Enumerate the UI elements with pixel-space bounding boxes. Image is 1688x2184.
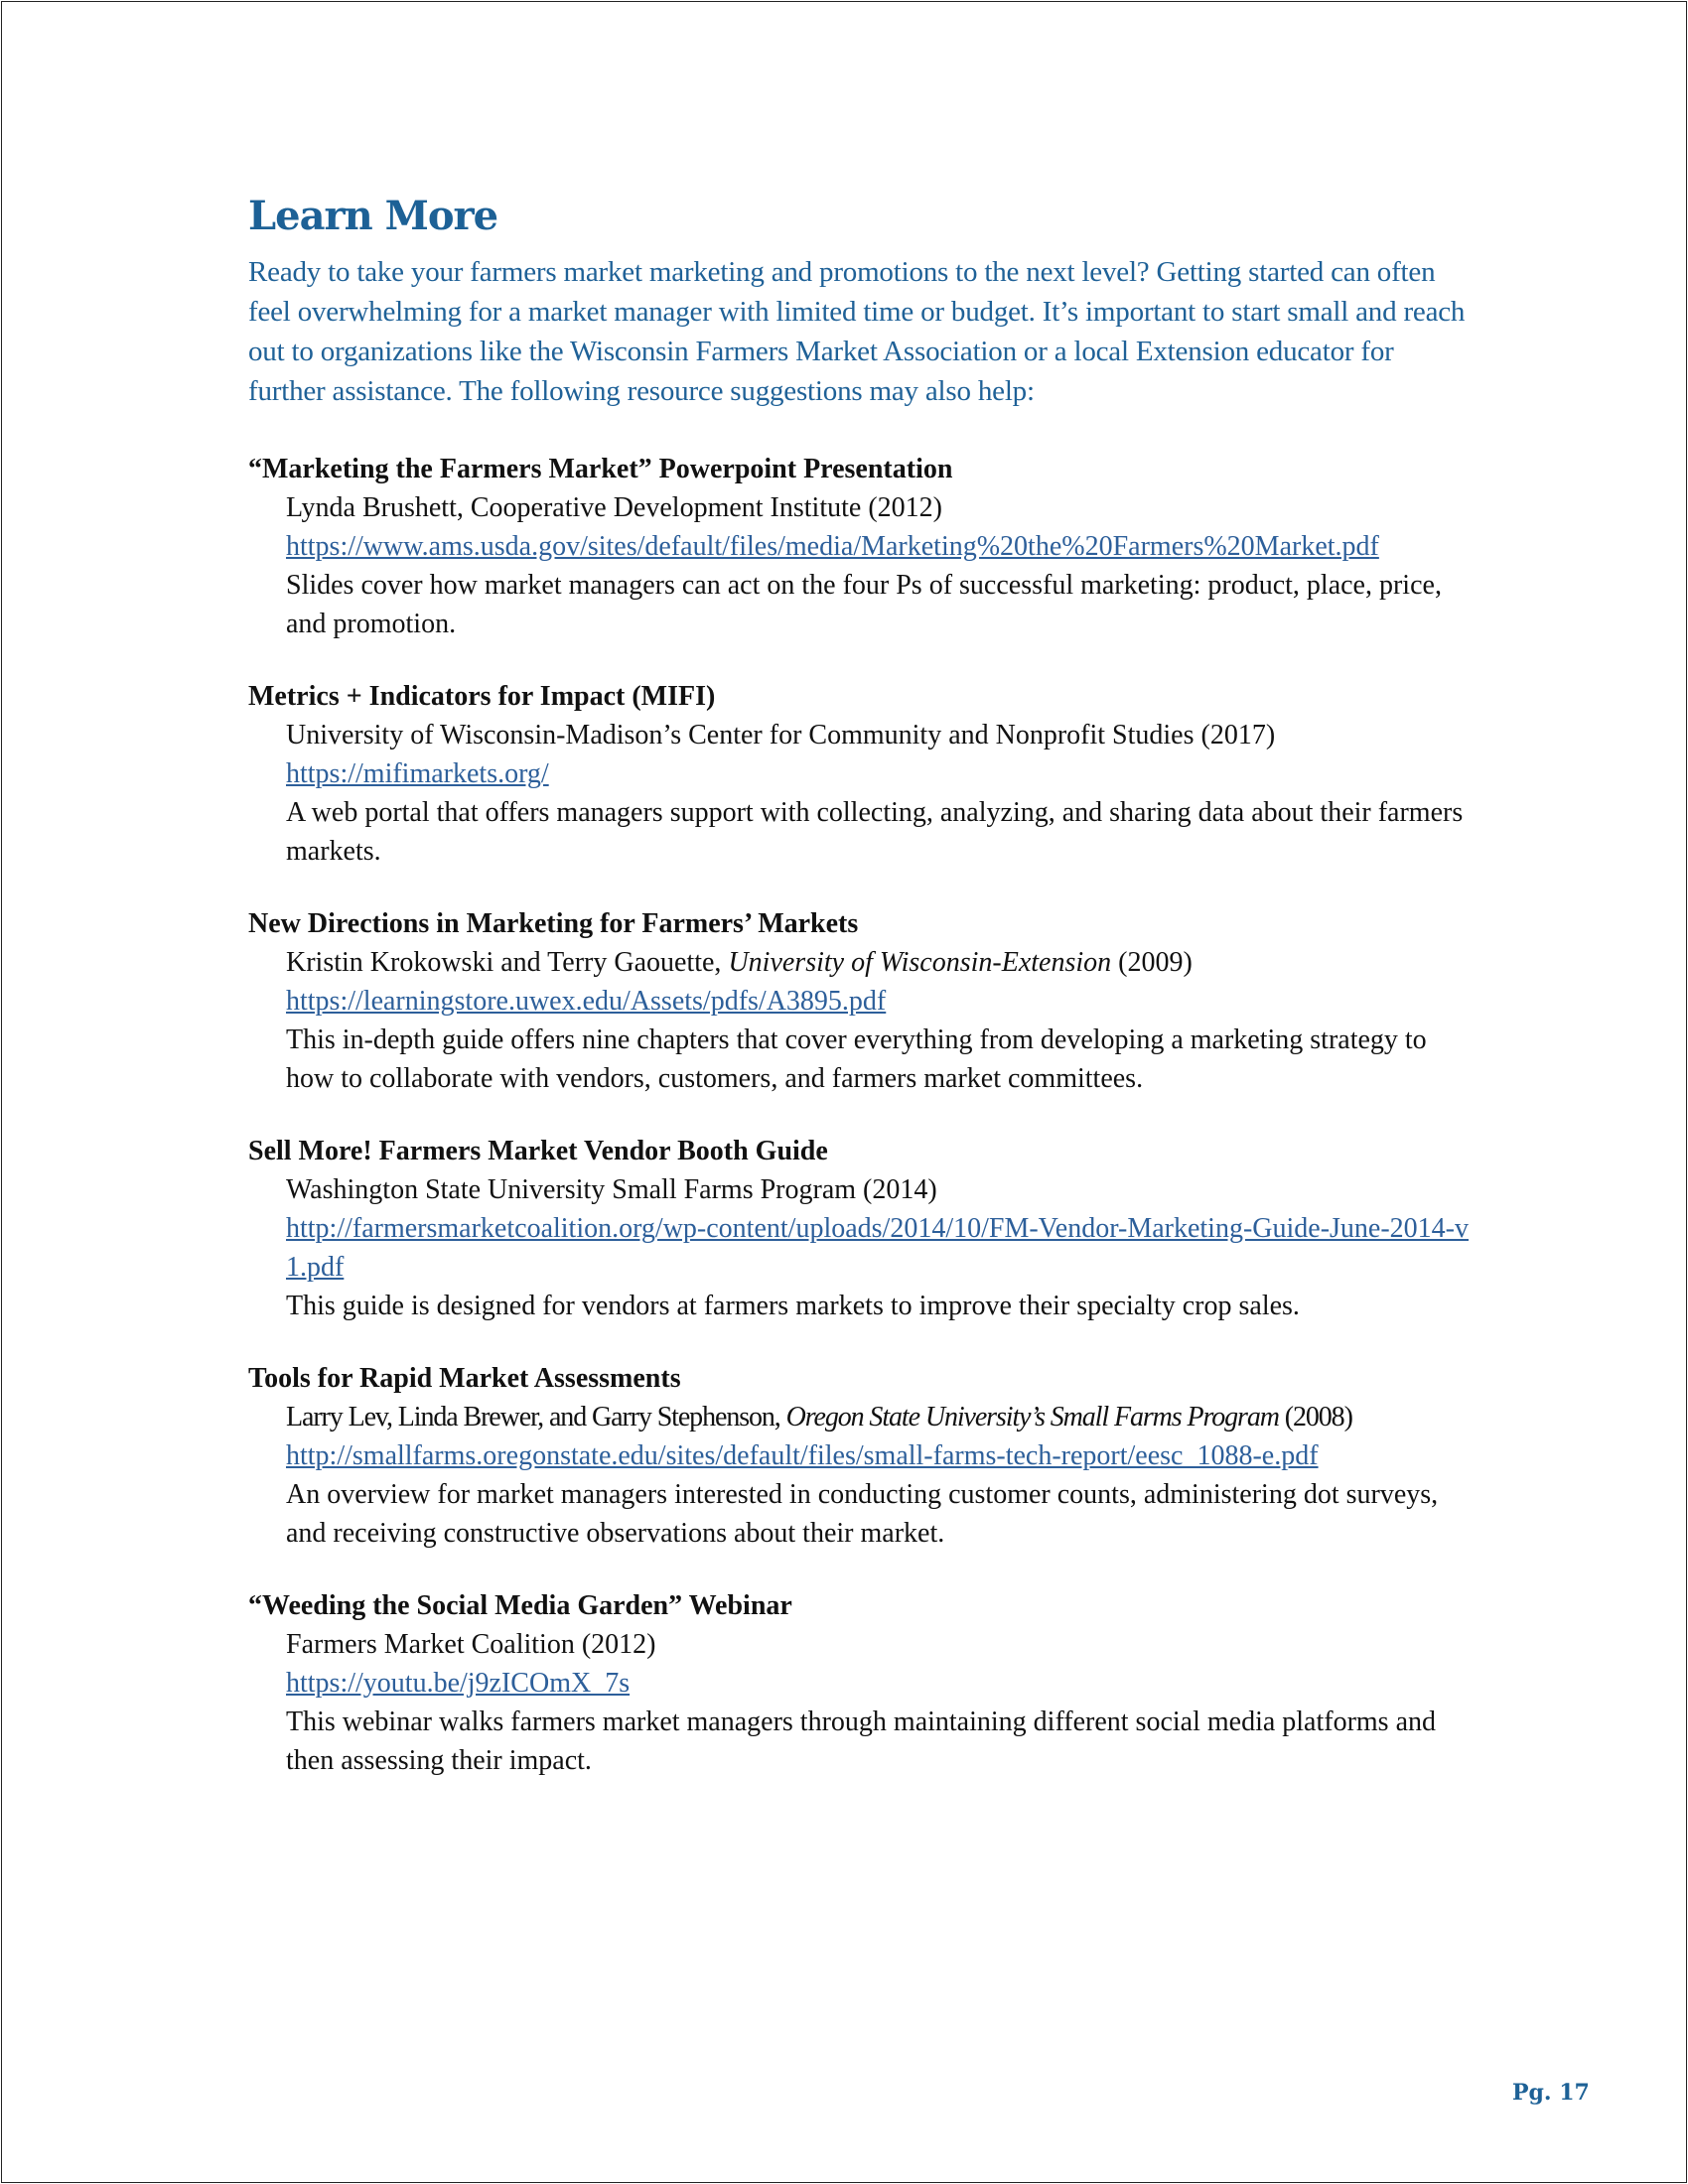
resource-author: Kristin Krokowski and Terry Gaouette, University of Wisconsin-Extension (2009) — [286, 947, 1193, 978]
learn-more-section — [248, 189, 1470, 1780]
resource-author: Larry Lev, Linda Brewer, and Garry Stephenson, Oregon State University’s Small Farms Program (2008) — [286, 1402, 1352, 1433]
resource-item — [248, 450, 1470, 643]
resource-description: An overview for market managers interested in conducting customer counts, administering dot surveys, and receiving constructive observations about their market. — [286, 1479, 1439, 1549]
resource-item — [248, 1359, 1470, 1553]
resource-link[interactable]: http://farmersmarketcoalition.org/wp-content/uploads/2014/10/FM-Vendor-Marketing-Guide-June-2014-v1.pdf — [286, 1213, 1469, 1283]
intro-paragraph: Ready to take your farmers market marketing and promotions to the next level? Getting started can often feel overwhelming for a market manager with limited time or budget. It’s important to start small and reach out to organizations like the Wisconsin Farmers Market Association or a local Extension educator for further assistance. The following resource suggestions may also help: — [248, 256, 1466, 407]
resource-description: A web portal that offers managers support with collecting, analyzing, and sharing data about their farmers markets. — [286, 797, 1464, 867]
resource-item — [248, 1132, 1470, 1325]
resource-description: This guide is designed for vendors at farmers markets to improve their specialty crop sales. — [286, 1291, 1300, 1321]
resource-link[interactable]: https://www.ams.usda.gov/sites/default/files/media/Marketing%20the%20Farmers%20Market.pdf — [286, 531, 1379, 562]
resource-description: Slides cover how market managers can act on the four Ps of successful marketing: product, place, price, and promotion. — [286, 570, 1442, 639]
resource-title: Metrics + Indicators for Impact (MIFI) — [248, 681, 716, 712]
resource-author: University of Wisconsin-Madison’s Center for Community and Nonprofit Studies (2017) — [286, 720, 1276, 751]
resource-author: Lynda Brushett, Cooperative Development Institute (2012) — [286, 492, 942, 523]
resource-title: New Directions in Marketing for Farmers’ Markets — [248, 908, 859, 939]
resource-item — [248, 1586, 1470, 1780]
resource-author: Farmers Market Coalition (2012) — [286, 1629, 656, 1660]
resource-title: Tools for Rapid Market Assessments — [248, 1363, 681, 1394]
resource-item — [248, 904, 1470, 1098]
resource-item — [248, 677, 1470, 871]
page-title: Learn More — [248, 193, 498, 239]
resource-description: This in-depth guide offers nine chapters that cover everything from developing a marketing strategy to how to collaborate with vendors, customers, and farmers market committees. — [286, 1024, 1427, 1094]
resource-link[interactable]: https://mifimarkets.org/ — [286, 758, 549, 789]
resource-description: This webinar walks farmers market managers through maintaining different social media platforms and then assessing their impact. — [286, 1706, 1437, 1776]
resource-title: “Marketing the Farmers Market” Powerpoint Presentation — [248, 454, 953, 484]
page-number: Pg. 17 — [1512, 2080, 1590, 2106]
resource-author: Washington State University Small Farms Program (2014) — [286, 1174, 937, 1205]
resource-link[interactable]: https://learningstore.uwex.edu/Assets/pdfs/A3895.pdf — [286, 986, 887, 1017]
resource-link[interactable]: https://youtu.be/j9zICOmX_7s — [286, 1668, 631, 1699]
resource-link[interactable]: http://smallfarms.oregonstate.edu/sites/default/files/small-farms-tech-report/eesc_1088-e.pdf — [286, 1440, 1319, 1471]
resource-list — [248, 450, 1470, 1780]
resource-title: “Weeding the Social Media Garden” Webinar — [248, 1590, 792, 1621]
resource-title: Sell More! Farmers Market Vendor Booth Guide — [248, 1136, 828, 1166]
